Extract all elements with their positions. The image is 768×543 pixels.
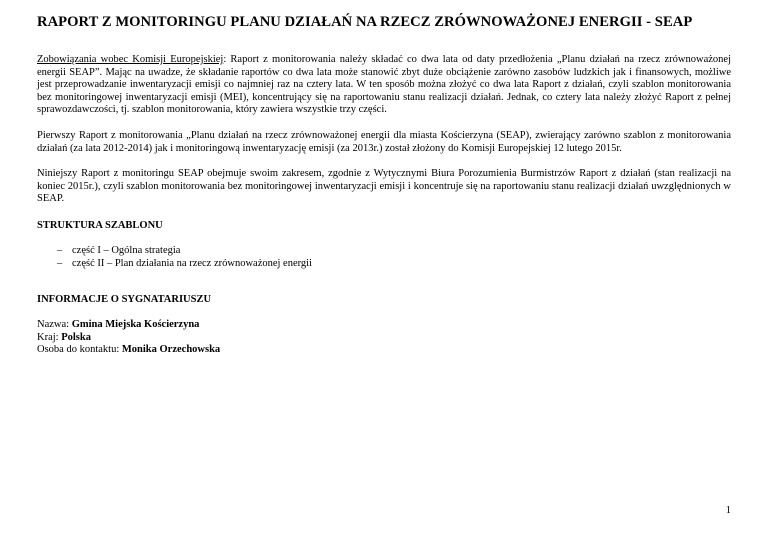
list-item-label: część II – Plan działania na rzecz zrównoważonej energii <box>72 257 313 269</box>
list-item <box>37 245 731 258</box>
current-report-text: Niniejszy Raport z monitoringu SEAP obejmuje swoim zakresem, zgodnie z Wytycznymi Biura Porozumienia Burmistrzów Raport z działań (stan realizacji na koniec 2015r.), czyli szablon monitorowania bez monitoringowej inwentaryzacji emisji i koncentruje się na raportowaniu stanu realizacji działań uwzględnionych w SEAP. <box>37 168 731 205</box>
document-title: RAPORT Z MONITORINGU PLANU DZIAŁAŃ NA RZECZ ZRÓWNOWAŻONEJ ENERGII - SEAP <box>37 14 693 30</box>
list-item <box>37 258 731 271</box>
signatory-section <box>37 294 731 357</box>
dash-bullet-icon: – <box>57 245 63 256</box>
name-value: Gmina Miejska Kościerzyna <box>71 319 200 330</box>
contact-value: Monika Orzechowska <box>121 344 221 356</box>
signatory-name-line <box>37 319 731 332</box>
structure-section <box>37 220 731 270</box>
country-label: Kraj: <box>37 331 62 343</box>
signatory-contact-line <box>37 344 731 357</box>
paragraph-current-report <box>37 168 731 206</box>
list-item-label: część I – Ogólna strategia <box>72 245 181 256</box>
signatory-country-line <box>37 332 731 345</box>
dash-bullet-icon: – <box>57 257 63 269</box>
structure-list <box>37 245 731 270</box>
name-label: Nazwa: <box>37 319 72 330</box>
contact-label: Osoba do kontaktu: <box>37 344 122 356</box>
country-value: Polska <box>61 331 91 343</box>
signatory-heading: INFORMACJE O SYGNATARIUSZU <box>37 294 212 305</box>
paragraph-first-report <box>37 130 731 155</box>
structure-heading: STRUKTURA SZABLONU <box>37 220 163 231</box>
obligations-lead: Zobowiązania wobec Komisji Europejskiej <box>37 54 224 65</box>
obligations-text: : Raport z monitorowania należy składać co dwa lata od daty przedłożenia „Planu działań na rzecz zrównoważonej energii SEAP”. Mając na uwadze, że składanie raportów co dwa lata może stanowić zbyt duże obciążenie zarówno zasobów ludzkich jak i finansowych, możliwe jest przeprowadzanie inwentaryzacji emisji co najmniej raz na cztery lata. W ten sposób można złożyć co dwa lata Raport z działań, czyli szablon monitorowania bez monitoringowej inwentaryzacji emisji (MEI), koncentrujący się na raportowaniu stanu realizacji działań. Jednak, co cztery lata należy złożyć Raport z pełnej sprawozdawczości, tj. szablon monitorowania, który zawiera wszystkie trzy części. <box>37 54 731 116</box>
page-number: 1 <box>725 505 731 516</box>
paragraph-obligations <box>37 54 731 117</box>
first-report-text: Pierwszy Raport z monitorowania „Planu działań na rzecz zrównoważonej energii dla miasta Kościerzyna (SEAP), zwierający zarówno szablon z monitorowania działań (za lata 2012-2014) jak i monitoringową inwentaryzację emisji (za 2013r.) został złożony do Komisji Europejskiej 12 lutego 2015r. <box>37 130 731 154</box>
